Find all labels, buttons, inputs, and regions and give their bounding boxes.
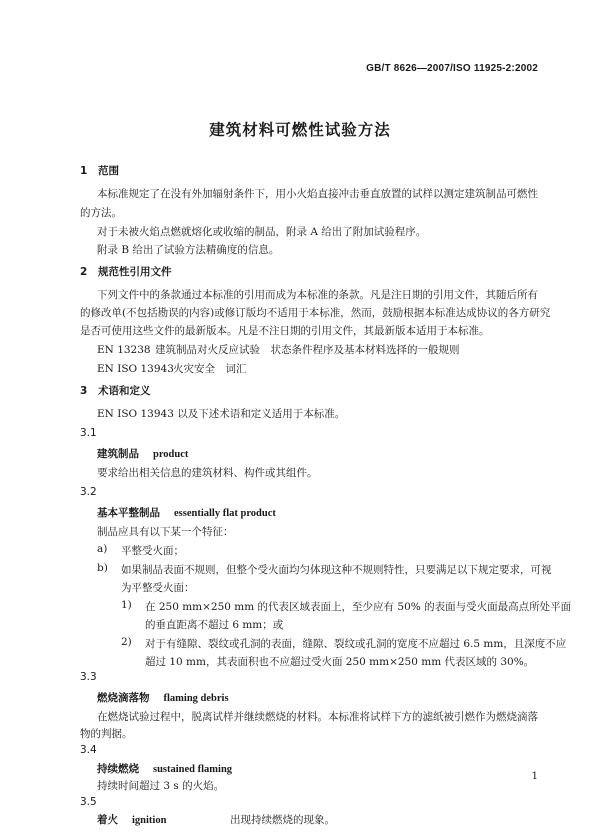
subsection-number: 3.2 xyxy=(80,486,97,498)
section-3-heading xyxy=(80,383,151,398)
normative-reference xyxy=(97,361,247,376)
document-title: 建筑材料可燃性试验方法 xyxy=(209,121,391,139)
term-english: flaming debris xyxy=(163,693,229,704)
term-entry xyxy=(97,505,276,520)
term-definition: 要求给出相关信息的建筑材料、构件或其组件。 xyxy=(97,467,318,479)
sublist-item-text: 超过 10 mm，其表面积也不应超过受火面 250 mm×250 mm 代表区域的 30%。 xyxy=(145,656,535,668)
term-chinese: 着火 xyxy=(97,814,118,826)
term-chinese: 建筑制品 xyxy=(97,448,139,460)
term-definition: 出现持续燃烧的现象。 xyxy=(230,814,335,826)
term-definition: 物的判据。 xyxy=(80,728,133,740)
subsection-number: 3.3 xyxy=(80,671,97,683)
sublist-item-label: 2) xyxy=(121,636,132,648)
term-definition: 在燃烧试验过程中，脱离试样并继续燃烧的材料。本标准将试样下方的滤纸被引燃作为燃烧滴落 xyxy=(97,711,538,723)
term-chinese: 基本平整制品 xyxy=(97,507,160,519)
term-entry xyxy=(97,690,229,705)
sublist-item-label: 1) xyxy=(121,599,132,611)
section-title: 规范性引用文件 xyxy=(98,266,172,278)
term-english: product xyxy=(153,449,189,460)
section-number: 3 xyxy=(80,385,88,397)
section-title: 范围 xyxy=(98,165,119,177)
list-item-text: 为平整受火面： xyxy=(121,582,195,594)
term-english: sustained flaming xyxy=(153,764,233,775)
term-entry xyxy=(97,446,188,461)
subsection-number: 3.4 xyxy=(80,744,97,756)
list-item-text: 平整受火面； xyxy=(121,545,184,557)
paragraph-line: 对于未被火焰点燃就熔化或收缩的制品，附录 A 给出了附加试验程序。 xyxy=(97,226,427,238)
section-number: 2 xyxy=(80,266,88,278)
section-title: 术语和定义 xyxy=(98,385,151,397)
list-item-label: b) xyxy=(97,562,108,574)
paragraph-line: 的方法。 xyxy=(80,207,122,219)
term-english: ignition xyxy=(132,815,167,826)
subsection-number: 3.5 xyxy=(80,796,97,808)
page-number: 1 xyxy=(531,771,538,782)
term-entry xyxy=(97,812,166,827)
reference-code: EN ISO 13943 xyxy=(97,363,174,375)
normative-reference xyxy=(97,342,460,357)
paragraph-line: 的修改单(不包括勘误的内容)或修订版均不适用于本标准，然而，鼓励根据本标准达成协议的各方研究 xyxy=(80,307,551,319)
sublist-item-text: 对于有缝隙、裂纹或孔洞的表面，缝隙、裂纹或孔洞的宽度不应超过 6.5 mm，且深度不应 xyxy=(145,638,567,650)
paragraph-line: 下列文件中的条款通过本标准的引用而成为本标准的条款。凡是注日期的引用文件，其随后所有 xyxy=(97,289,538,301)
sublist-item-text: 在 250 mm×250 mm 的代表区域表面上，至少应有 50% 的表面与受火面最高点所处平面 xyxy=(145,601,572,613)
section-2-heading xyxy=(80,264,172,279)
section-number: 1 xyxy=(80,165,88,177)
term-entry xyxy=(97,761,232,776)
term-chinese: 持续燃烧 xyxy=(97,763,139,775)
section-1-heading xyxy=(80,163,119,178)
standard-code-header: GB/T 8626—2007/ISO 11925-2:2002 xyxy=(366,63,538,74)
term-definition: 制品应具有以下某一个特征： xyxy=(97,526,234,538)
paragraph-line: EN ISO 13943 以及下述术语和定义适用于本标准。 xyxy=(97,408,346,420)
reference-code: EN 13238 xyxy=(97,344,151,356)
reference-title: 建筑制品对火反应试验 状态条件程序及基本材料选择的一般规则 xyxy=(155,344,460,356)
term-english: essentially flat product xyxy=(174,508,276,519)
paragraph-line: 本标准规定了在没有外加辐射条件下，用小火焰直接冲击垂直放置的试样以测定建筑制品可燃性 xyxy=(97,188,538,200)
paragraph-line: 是否可使用这些文件的最新版本。凡是不注日期的引用文件，其最新版本适用于本标准。 xyxy=(80,325,490,337)
reference-title: 火灾安全 词汇 xyxy=(173,363,247,375)
list-item-text: 如果制品表面不规则，但整个受火面均匀体现这种不规则特性，只要满足以下规定要求，可视 xyxy=(121,564,552,576)
list-item-label: a) xyxy=(97,543,108,555)
term-definition: 持续时间超过 3 s 的火焰。 xyxy=(97,780,225,792)
sublist-item-text: 的垂直距离不超过 6 mm；或 xyxy=(145,619,284,631)
term-chinese: 燃烧滴落物 xyxy=(97,692,150,704)
paragraph-line: 附录 B 给出了试验方法精确度的信息。 xyxy=(97,244,280,256)
subsection-number: 3.1 xyxy=(80,427,97,439)
